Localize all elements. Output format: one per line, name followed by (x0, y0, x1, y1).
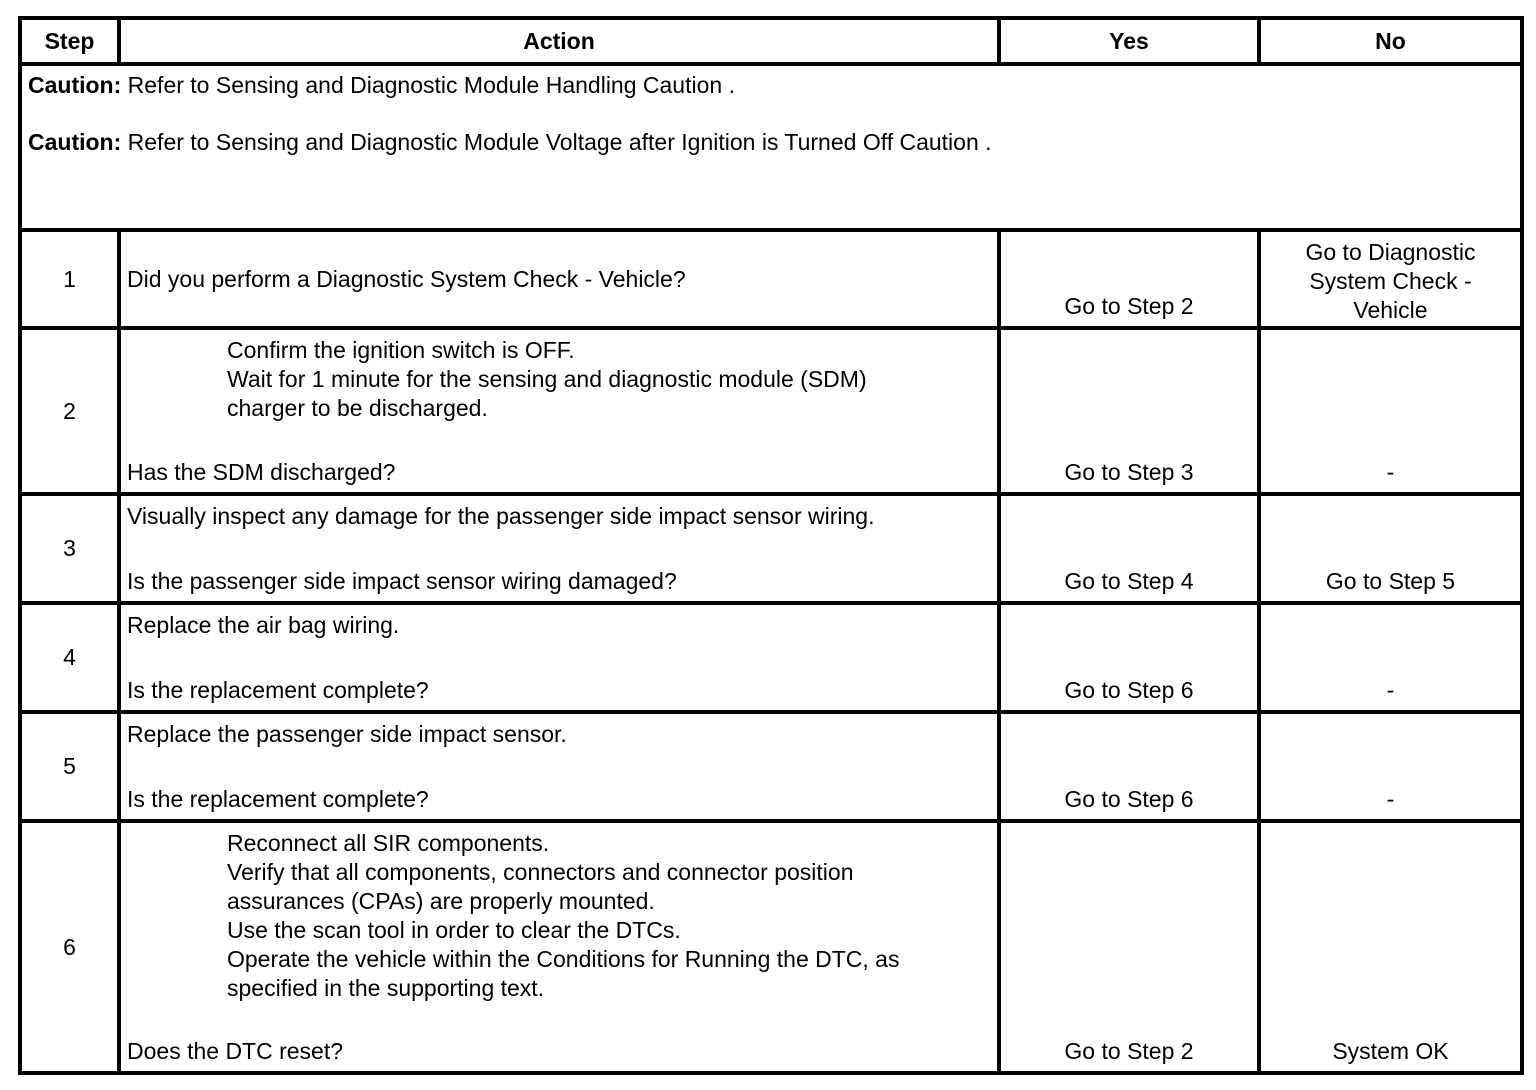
action-cell (119, 494, 999, 603)
no-action: Go to Step 5 (1325, 568, 1456, 594)
no-cell (1259, 328, 1522, 494)
table-row (20, 821, 1522, 1073)
yes-action: Go to Step 2 (1064, 1038, 1194, 1064)
step-number: 1 (20, 230, 119, 328)
no-action: System OK (1332, 1038, 1449, 1064)
step-number: 2 (20, 328, 119, 494)
action-cell (119, 230, 999, 328)
no-cell (1259, 230, 1522, 328)
step-question: Has the SDM discharged? (127, 459, 396, 485)
yes-cell (999, 230, 1259, 328)
caution-cell (20, 64, 1522, 230)
step-question: Did you perform a Diagnostic System Check - Vehicle? (127, 265, 686, 292)
header-row (20, 18, 1522, 64)
no-cell (1259, 603, 1522, 712)
instruction: Confirm the ignition switch is OFF. (227, 337, 575, 363)
yes-cell (999, 494, 1259, 603)
header-step: Step (20, 18, 119, 64)
yes-action: Go to Step 6 (1064, 786, 1194, 812)
step-question: Is the replacement complete? (127, 677, 429, 703)
action-cell (119, 821, 999, 1073)
caution-2 (28, 129, 1514, 155)
yes-cell (999, 712, 1259, 821)
instruction-list (227, 829, 987, 1003)
step-question: Does the DTC reset? (127, 1038, 344, 1064)
header-no: No (1259, 18, 1522, 64)
caution-text: Refer to Sensing and Diagnostic Module Handling Caution . (121, 72, 735, 98)
no-cell (1259, 821, 1522, 1073)
instruction: Visually inspect any damage for the passenger side impact sensor wiring. (127, 503, 875, 529)
table-row (20, 603, 1522, 712)
instruction: Verify that all components, connectors and connector position (227, 859, 854, 885)
table-row (20, 328, 1522, 494)
instruction: Use the scan tool in order to clear the DTCs. (227, 917, 681, 943)
caution-row (20, 64, 1522, 230)
instruction: Replace the passenger side impact sensor. (127, 721, 567, 747)
instruction-list (227, 336, 987, 423)
instruction: assurances (CPAs) are properly mounted. (227, 888, 655, 914)
action-cell (119, 712, 999, 821)
no-cell (1259, 712, 1522, 821)
instruction: specified in the supporting text. (227, 975, 545, 1001)
header-action: Action (119, 18, 999, 64)
action-cell (119, 603, 999, 712)
table-row (20, 712, 1522, 821)
caution-label: Caution: (28, 129, 122, 155)
yes-action: Go to Step 6 (1064, 677, 1194, 703)
table-row (20, 494, 1522, 603)
instruction: charger to be discharged. (227, 395, 488, 421)
table-row (20, 230, 1522, 328)
caution-1 (28, 72, 1514, 98)
yes-action: Go to Step 2 (1064, 293, 1194, 319)
no-action: - (1386, 459, 1395, 485)
step-question: Is the replacement complete? (127, 786, 429, 812)
step-question: Is the passenger side impact sensor wiring damaged? (127, 568, 677, 594)
no-action: - (1386, 677, 1395, 703)
instruction: Replace the air bag wiring. (127, 612, 400, 638)
no-action: Go to Diagnostic System Check - Vehicle (1305, 239, 1476, 323)
action-cell (119, 328, 999, 494)
yes-cell (999, 821, 1259, 1073)
step-number: 4 (20, 603, 119, 712)
header-yes: Yes (999, 18, 1259, 64)
caution-label: Caution: (28, 72, 122, 98)
caution-text: Refer to Sensing and Diagnostic Module Voltage after Ignition is Turned Off Caution . (121, 129, 992, 155)
yes-action: Go to Step 4 (1064, 568, 1194, 594)
instruction: Reconnect all SIR components. (227, 830, 550, 856)
no-cell (1259, 494, 1522, 603)
yes-cell (999, 603, 1259, 712)
step-number: 5 (20, 712, 119, 821)
instruction: Wait for 1 minute for the sensing and diagnostic module (SDM) (227, 366, 867, 392)
yes-action: Go to Step 3 (1064, 459, 1194, 485)
step-number: 6 (20, 821, 119, 1073)
yes-cell (999, 328, 1259, 494)
step-number: 3 (20, 494, 119, 603)
diagnostic-table (18, 16, 1524, 1075)
no-action: - (1386, 786, 1395, 812)
instruction: Operate the vehicle within the Conditions for Running the DTC, as (227, 946, 900, 972)
